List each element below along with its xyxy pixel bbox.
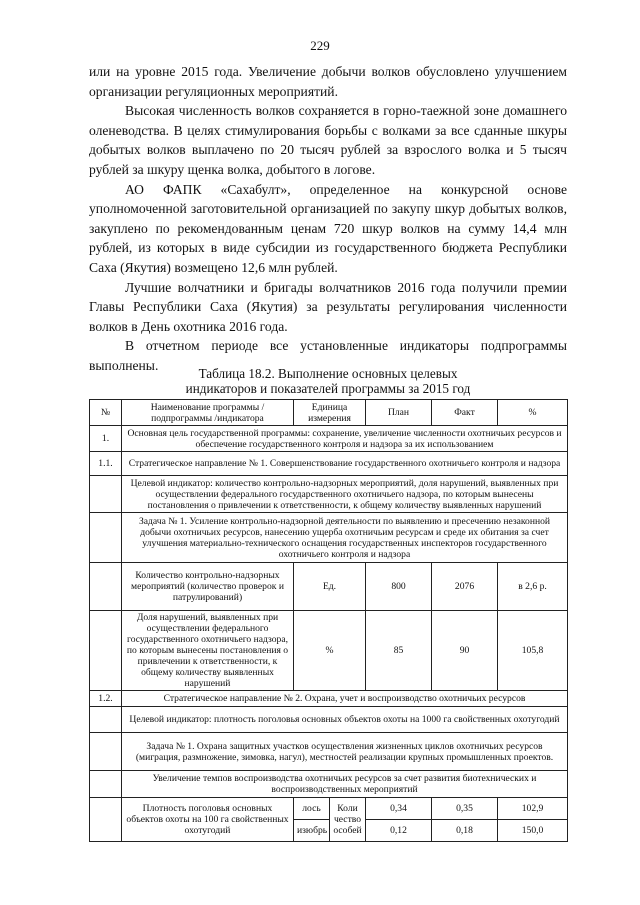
paragraph: или на уровне 2015 года. Увеличение добычи волков обусловлено улучшением организации регуляционных мероприятий. xyxy=(89,64,567,99)
paragraph: АО ФАПК «Сахабулт», определенное на конкурсной основе уполномоченной заготовительной организацией по закупу шкур добытых волков, закуплено по рекомендованным ценам 720 шкур волков на сумму 14,4 млн рублей, из которых в виде субсидии из государственного бюджета Республики Саха (Якутия) возмещено 12,6 млн рублей. xyxy=(89,181,567,275)
row-num: 1.2. xyxy=(90,691,122,707)
table-row xyxy=(90,733,568,771)
target-indicator-1: Целевой индикатор: количество контрольно-надзорных мероприятий, доля нарушений, выявленных при осуществлении федерального государственного охотничьего надзора, по которым вынесены постановления о привлечении к ответственности, к общему количеству выявленных нарушений xyxy=(122,476,568,513)
table-row xyxy=(90,563,568,611)
indicator-pct: 105,8 xyxy=(498,611,568,691)
row-num: 1. xyxy=(90,426,122,452)
density-pct: 150,0 xyxy=(498,820,568,842)
indicator-pct: в 2,6 р. xyxy=(498,563,568,611)
density-name: Плотность поголовья основных объектов охоты на 100 га свойственных охотугодий xyxy=(122,798,294,842)
increase-text: Увеличение темпов воспроизводства охотничьих ресурсов за счет развития биотехнических и воспроизводственных мероприятий xyxy=(122,771,568,798)
task-1: Задача № 1. Усиление контрольно-надзорной деятельности по выявлению и пресечению незаконной добычи охотничьих ресурсов, нанесению ущерба охотничьим ресурсам и среде их обитания за счет улучшения материально-технического оснащения государственных инспекторов государственного охотничьего контроля и надзора xyxy=(122,513,568,563)
target-indicator-2: Целевой индикатор: плотность поголовья основных объектов охоты на 1000 га свойственных охотугодий xyxy=(122,707,568,733)
row-num-empty xyxy=(90,611,122,691)
indicator-plan: 800 xyxy=(366,563,432,611)
density-plan: 0,34 xyxy=(366,798,432,820)
header-name: Наименование программы /подпрограммы /индикатора xyxy=(122,400,294,426)
table-row xyxy=(90,611,568,691)
table-header-row xyxy=(90,400,568,426)
table-row xyxy=(90,691,568,707)
density-fact: 0,18 xyxy=(432,820,498,842)
table-row xyxy=(90,707,568,733)
row-num-empty xyxy=(90,798,122,842)
row-text: Стратегическое направление № 1. Совершенствование государственного охотничьего контроля и надзора xyxy=(122,452,568,476)
indicator-plan: 85 xyxy=(366,611,432,691)
page-number: 229 xyxy=(310,38,330,53)
row-text: Основная цель государственной программы: сохранение, увеличение численности охотничьих ресурсов и обеспечение государственного контроля и надзора за их использованием xyxy=(122,426,568,452)
header-pct: % xyxy=(498,400,568,426)
indicators-table-main xyxy=(89,399,568,842)
table-row xyxy=(90,771,568,798)
table-row xyxy=(90,513,568,563)
body-text xyxy=(89,62,567,376)
paragraph: В отчетном периоде все установленные индикаторы подпрограммы выполнены. xyxy=(89,338,567,373)
indicator-name: Доля нарушений, выявленных при осуществлении федерального государственного охотничьего надзора, по которым вынесены постановления о привлечении к ответственности, к общему количеству выявленных нарушений xyxy=(122,611,294,691)
table-row xyxy=(90,426,568,452)
row-num-empty xyxy=(90,771,122,798)
density-pct: 102,9 xyxy=(498,798,568,820)
density-unit: Коли чество особей xyxy=(330,798,366,842)
row-num-empty xyxy=(90,733,122,771)
table-caption-line: Таблица 18.2. Выполнение основных целевых xyxy=(198,366,458,381)
row-num-empty xyxy=(90,563,122,611)
header-plan: План xyxy=(366,400,432,426)
density-animal: лось xyxy=(294,798,330,820)
table-caption xyxy=(89,366,567,396)
row-num: 1.1. xyxy=(90,452,122,476)
table-caption-line: индикаторов и показателей программы за 2015 год xyxy=(185,381,471,396)
row-num-empty xyxy=(90,476,122,513)
row-num-empty xyxy=(90,513,122,563)
indicator-unit: % xyxy=(294,611,366,691)
task-2: Задача № 1. Охрана защитных участков осуществления жизненных циклов охотничьих ресурсов (миграция, размножение, зимовка, нагул), местностей реализации крупных промышленных проектов. xyxy=(122,733,568,771)
header-num: № xyxy=(90,400,122,426)
header-fact: Факт xyxy=(432,400,498,426)
indicator-fact: 2076 xyxy=(432,563,498,611)
paragraph: Лучшие волчатники и бригады волчатников 2016 года получили премии Главы Республики Саха (Якутия) за результаты регулирования численности волков в День охотника 2016 года. xyxy=(89,279,567,334)
density-animal: изюбрь xyxy=(294,820,330,842)
density-plan: 0,12 xyxy=(366,820,432,842)
indicator-fact: 90 xyxy=(432,611,498,691)
density-fact: 0,35 xyxy=(432,798,498,820)
paragraph: Высокая численность волков сохраняется в горно-таежной зоне домашнего оленеводства. В целях стимулирования борьбы с волками за все сданные шкуры добытых волков выплачено по 20 тысяч рублей за взрослого волка и 5 тысяч рублей за шкуру щенка волка, добытого в логове. xyxy=(89,103,567,177)
table-row xyxy=(90,452,568,476)
indicator-name: Количество контрольно-надзорных мероприятий (количество проверок и патрулирований) xyxy=(122,563,294,611)
row-num-empty xyxy=(90,707,122,733)
row-text: Стратегическое направление № 2. Охрана, учет и воспроизводство охотничьих ресурсов xyxy=(122,691,568,707)
indicator-unit: Ед. xyxy=(294,563,366,611)
header-unit: Единица измерения xyxy=(294,400,366,426)
table-row xyxy=(90,798,568,820)
table-row xyxy=(90,476,568,513)
